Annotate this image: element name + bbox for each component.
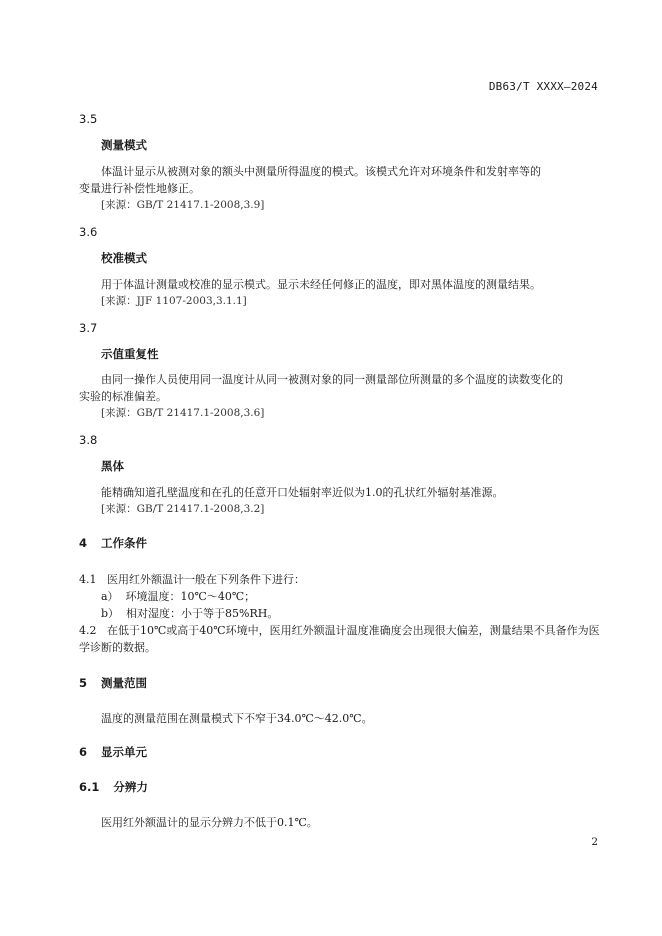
section-heading (79, 535, 147, 551)
subsection-number: 6.1 (79, 780, 100, 794)
clause-text-continuation: 学诊断的数据。 (79, 641, 156, 654)
section-number: 5 (79, 676, 88, 690)
list-item (101, 605, 278, 621)
subsection-heading (79, 779, 148, 795)
page-number: 2 (591, 836, 598, 848)
clause-text: 医用红外额温计一般在下列条件下进行： (107, 573, 305, 586)
section-title: 工作条件 (101, 536, 148, 550)
clause-number: 3.8 (79, 433, 98, 447)
list-text: 相对湿度：小于等于85%RH。 (126, 607, 279, 620)
source-reference: [来源：GB/T 21417.1-2008,3.6] (101, 407, 265, 419)
term-title: 示值重复性 (101, 347, 159, 361)
definition-line: 体温计显示从被测对象的额头中测量所得温度的模式。该模式允许对环境条件和发射率等的 (101, 165, 541, 178)
list-marker: b） (101, 607, 120, 620)
section-number: 4 (79, 536, 88, 550)
document-code: DB63/T XXXX—2024 (488, 80, 598, 93)
clause-number: 3.7 (79, 321, 98, 335)
clause-4-1 (79, 571, 305, 587)
source-reference: [来源：GB/T 21417.1-2008,3.2] (101, 503, 265, 515)
section-title: 测量范围 (101, 676, 148, 690)
source-reference: [来源：JJF 1107-2003,3.1.1] (101, 295, 247, 307)
section-heading (79, 744, 147, 760)
definition-line: 由同一操作人员使用同一温度计从同一被测对象的同一测量部位所测量的多个温度的读数变化的 (101, 373, 563, 386)
clause-4-2 (79, 622, 600, 638)
source-reference: [来源：GB/T 21417.1-2008,3.9] (101, 199, 265, 211)
list-item (101, 588, 255, 604)
clause-number: 3.5 (79, 112, 98, 126)
section-number: 6 (79, 745, 88, 759)
list-text: 环境温度：10℃～40℃； (125, 590, 256, 603)
term-title: 校准模式 (101, 251, 147, 265)
subsection-title: 分辨力 (113, 780, 148, 794)
definition-line: 用于体温计测量或校准的显示模式。显示未经任何修正的温度，即对黑体温度的测量结果。 (101, 278, 541, 291)
section-body: 温度的测量范围在测量模式下不窄于34.0℃～42.0℃。 (101, 712, 373, 725)
list-marker: a） (101, 590, 119, 603)
clause-number: 4.2 (79, 624, 97, 637)
section-title: 显示单元 (101, 745, 148, 759)
term-title: 黑体 (101, 459, 124, 473)
term-title: 测量模式 (101, 138, 147, 152)
section-heading (79, 675, 147, 691)
section-body: 医用红外额温计的显示分辨力不低于0.1℃。 (101, 816, 318, 829)
clause-number: 4.1 (79, 573, 97, 586)
definition-line: 变量进行补偿性地修正。 (79, 182, 200, 195)
clause-number: 3.6 (79, 225, 98, 239)
definition-line: 能精确知道孔壁温度和在孔的任意开口处辐射率近似为1.0的孔状红外辐射基准源。 (101, 486, 504, 499)
definition-line: 实验的标准偏差。 (79, 390, 167, 403)
clause-text: 在低于10℃或高于40℃环境中，医用红外额温计温度准确度会出现很大偏差，测量结果不具备作为医 (107, 624, 600, 637)
